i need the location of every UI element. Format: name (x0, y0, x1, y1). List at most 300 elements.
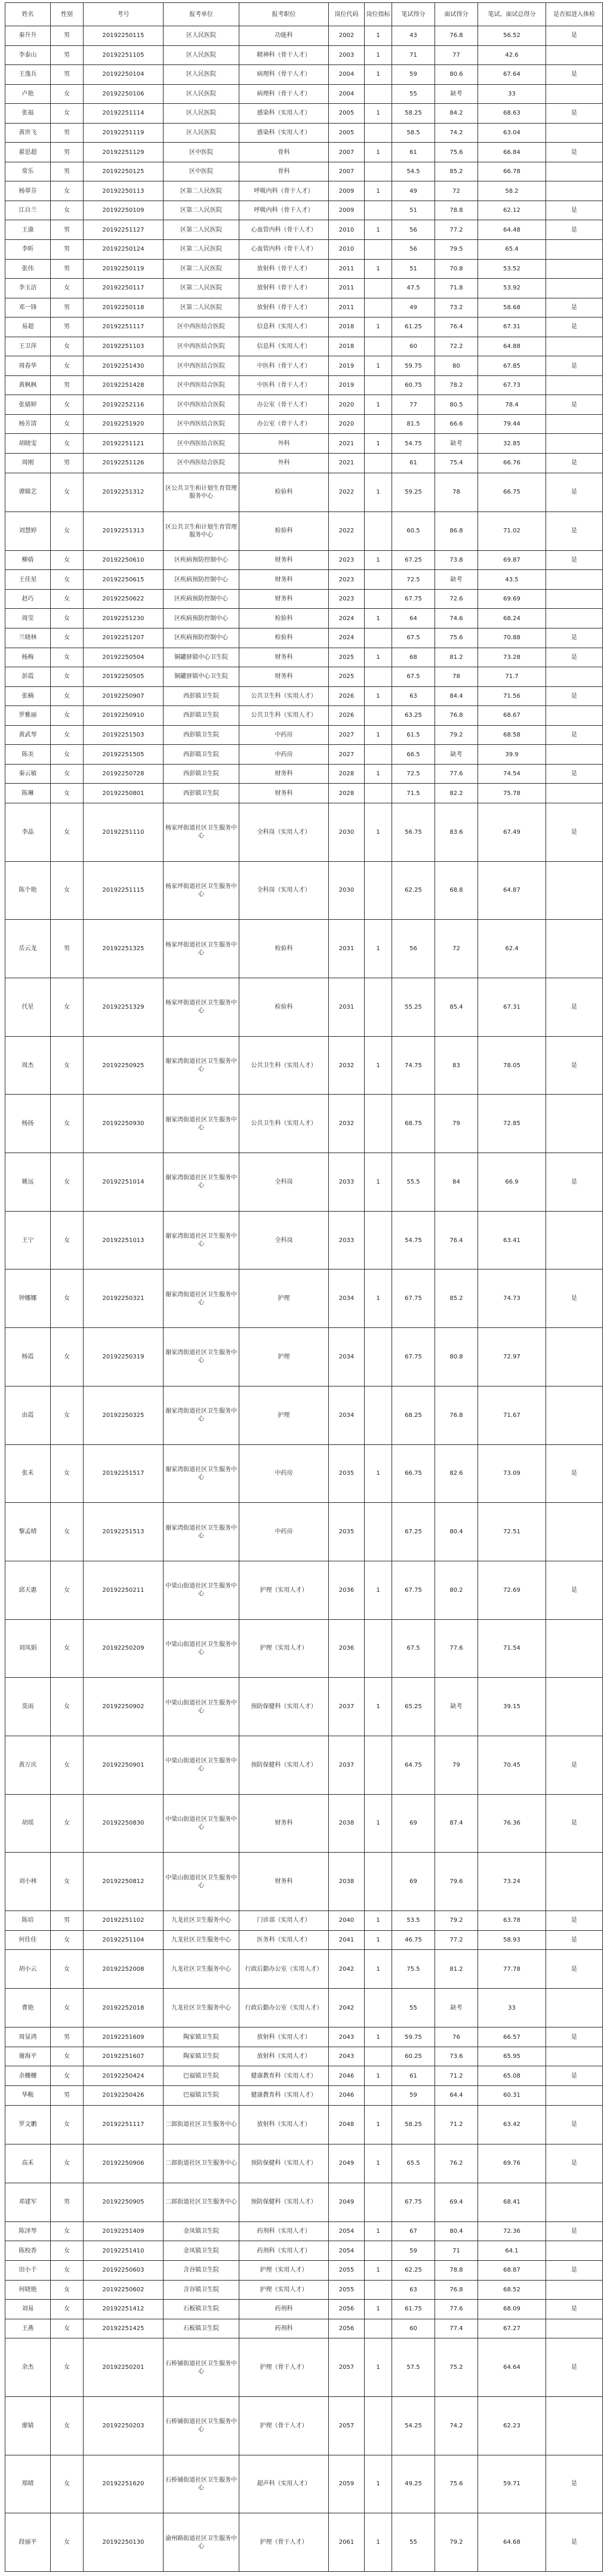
cell-written-score: 55 (392, 2513, 435, 2572)
cell-exam-id: 20192250325 (84, 1386, 164, 1444)
cell-name: 秦云敏 (5, 764, 51, 784)
cell-post: 外科 (239, 434, 329, 454)
cell-exam-id: 20192250610 (84, 550, 164, 570)
cell-exam-id: 20192252008 (84, 1950, 164, 1989)
cell-sex: 女 (51, 2221, 84, 2241)
cell-unit: 区中医院 (164, 162, 239, 181)
table-row (5, 1503, 603, 1561)
cell-unit: 谢家湾街道社区卫生服务中心 (164, 1444, 239, 1503)
table-row (5, 473, 603, 511)
cell-total-score: 67.31 (478, 318, 546, 337)
cell-physical-exam (546, 181, 603, 201)
cell-written-score: 67.75 (392, 1269, 435, 1328)
cell-exam-id: 20192250201 (84, 2338, 164, 2397)
cell-total-score: 58.68 (478, 298, 546, 318)
cell-written-score: 69 (392, 1794, 435, 1853)
cell-post: 中药房 (239, 1444, 329, 1503)
cell-interview-score: 73.2 (435, 298, 478, 318)
cell-unit: 区人民医院 (164, 65, 239, 85)
cell-sex: 女 (51, 414, 84, 434)
cell-unit: 谢家湾街道社区卫生服务中心 (164, 1269, 239, 1328)
cell-sex: 女 (51, 648, 84, 667)
table-row (5, 454, 603, 473)
cell-written-score: 56 (392, 220, 435, 240)
cell-post: 药剂科（实用人才） (239, 2241, 329, 2261)
cell-written-score: 61.25 (392, 318, 435, 337)
cell-unit: 石桥铺街道社区卫生服务中心 (164, 2338, 239, 2397)
cell-post-code: 2018 (329, 318, 365, 337)
cell-unit: 二郎街道社区卫生服务中心 (164, 2183, 239, 2221)
table-row (5, 2261, 603, 2281)
cell-name: 岳云龙 (5, 920, 51, 978)
cell-total-score: 67.31 (478, 978, 546, 1037)
cell-quota (365, 745, 392, 765)
cell-post-code: 2024 (329, 609, 365, 628)
cell-interview-score: 74.6 (435, 609, 478, 628)
cell-post: 财务科 (239, 570, 329, 590)
cell-interview-score: 80.5 (435, 395, 478, 415)
cell-exam-id: 20192250925 (84, 1036, 164, 1095)
cell-post-code: 2010 (329, 240, 365, 260)
cell-sex: 女 (51, 628, 84, 648)
table-row (5, 1328, 603, 1386)
cell-quota: 1 (365, 1930, 392, 1950)
cell-quota: 1 (365, 2261, 392, 2281)
cell-post: 检验科 (239, 628, 329, 648)
cell-interview-score: 83.6 (435, 803, 478, 861)
cell-exam-id: 20192250125 (84, 162, 164, 181)
cell-sex: 女 (51, 609, 84, 628)
cell-sex: 女 (51, 764, 84, 784)
cell-total-score: 73.09 (478, 1444, 546, 1503)
cell-exam-id: 20192251104 (84, 1930, 164, 1950)
table-row (5, 1269, 603, 1328)
header-quota: 岗位指标 (365, 3, 392, 26)
cell-quota: 1 (365, 356, 392, 376)
cell-post-code: 2005 (329, 104, 365, 124)
table-row (5, 162, 603, 181)
cell-total-score: 53.52 (478, 259, 546, 279)
cell-post-code: 2056 (329, 2319, 365, 2338)
cell-total-score: 68.58 (478, 725, 546, 745)
cell-post-code: 2003 (329, 45, 365, 65)
cell-total-score: 68.63 (478, 104, 546, 124)
table-row (5, 298, 603, 318)
cell-name: 张婧婷 (5, 395, 51, 415)
cell-post-code: 2057 (329, 2396, 365, 2455)
cell-unit: 渝州路街道社区卫生服务中心 (164, 2513, 239, 2572)
cell-physical-exam (546, 123, 603, 143)
cell-exam-id: 20192250910 (84, 706, 164, 726)
cell-physical-exam (546, 784, 603, 803)
cell-sex: 女 (51, 1794, 84, 1853)
cell-total-score: 58.2 (478, 181, 546, 201)
cell-total-score: 65.4 (478, 240, 546, 260)
cell-written-score: 67.75 (392, 2183, 435, 2221)
cell-exam-id: 20192251102 (84, 1911, 164, 1931)
cell-name: 卢艳 (5, 84, 51, 104)
cell-sex: 女 (51, 784, 84, 803)
cell-post-code: 2023 (329, 589, 365, 609)
cell-unit: 石桥铺街道社区卫生服务中心 (164, 2455, 239, 2513)
table-row (5, 356, 603, 376)
cell-unit: 九龙社区卫生服务中心 (164, 1930, 239, 1950)
cell-exam-id: 20192251129 (84, 143, 164, 162)
cell-quota (365, 337, 392, 356)
cell-name: 王康 (5, 220, 51, 240)
cell-exam-id: 20192251114 (84, 104, 164, 124)
cell-sex: 女 (51, 570, 84, 590)
table-row (5, 2144, 603, 2183)
cell-post: 病理科（骨干人才） (239, 65, 329, 85)
cell-unit: 谢家湾街道社区卫生服务中心 (164, 1386, 239, 1444)
cell-exam-id: 20192250504 (84, 648, 164, 667)
cell-name: 段丽平 (5, 2513, 51, 2572)
cell-post: 精神科（骨干人才） (239, 45, 329, 65)
cell-total-score: 73.28 (478, 648, 546, 667)
cell-quota (365, 1989, 392, 2027)
cell-quota: 1 (365, 1911, 392, 1931)
cell-exam-id: 20192251607 (84, 2047, 164, 2066)
cell-total-score: 67.73 (478, 375, 546, 395)
cell-interview-score: 79.2 (435, 1911, 478, 1931)
cell-exam-id: 20192251410 (84, 2241, 164, 2261)
cell-quota: 1 (365, 1678, 392, 1736)
cell-written-score: 59.75 (392, 356, 435, 376)
cell-unit: 西彭镇卫生院 (164, 725, 239, 745)
cell-quota: 1 (365, 1950, 392, 1989)
cell-physical-exam: 是 (546, 201, 603, 220)
cell-physical-exam: 是 (546, 1444, 603, 1503)
table-row (5, 2280, 603, 2300)
cell-unit: 金凤镇卫生院 (164, 2241, 239, 2261)
table-row (5, 201, 603, 220)
cell-post: 放射科（骨干人才） (239, 259, 329, 279)
cell-physical-exam: 是 (546, 978, 603, 1037)
cell-quota: 1 (365, 1036, 392, 1095)
cell-total-score: 67.49 (478, 803, 546, 861)
cell-unit: 区人民医院 (164, 123, 239, 143)
cell-quota (365, 2319, 392, 2338)
table-row (5, 2105, 603, 2144)
cell-sex: 女 (51, 803, 84, 861)
cell-exam-id: 20192251117 (84, 318, 164, 337)
cell-written-score: 55.25 (392, 978, 435, 1037)
cell-interview-score: 75.4 (435, 454, 478, 473)
cell-exam-id: 20192251920 (84, 414, 164, 434)
cell-physical-exam (546, 2085, 603, 2105)
cell-physical-exam: 是 (546, 725, 603, 745)
cell-physical-exam: 是 (546, 26, 603, 46)
cell-post-code: 2025 (329, 667, 365, 687)
cell-physical-exam: 是 (546, 1794, 603, 1853)
cell-total-score: 79.44 (478, 414, 546, 434)
cell-post: 中医科（骨干人才） (239, 356, 329, 376)
cell-post-code: 2027 (329, 725, 365, 745)
cell-post: 病理科（骨干人才） (239, 84, 329, 104)
cell-exam-id: 20192251425 (84, 2319, 164, 2338)
cell-name: 邱天惠 (5, 1561, 51, 1619)
cell-post-code: 2018 (329, 337, 365, 356)
cell-name: 杨霞 (5, 1328, 51, 1386)
cell-physical-exam: 是 (546, 454, 603, 473)
cell-quota: 1 (365, 259, 392, 279)
cell-interview-score: 76.8 (435, 26, 478, 46)
cell-written-score: 59 (392, 65, 435, 85)
cell-exam-id: 20192251105 (84, 45, 164, 65)
cell-physical-exam: 是 (546, 2455, 603, 2513)
table-row (5, 745, 603, 765)
cell-post-code: 2021 (329, 454, 365, 473)
cell-written-score: 58.25 (392, 104, 435, 124)
cell-unit: 含谷镇卫生院 (164, 2280, 239, 2300)
cell-interview-score: 79 (435, 1736, 478, 1794)
cell-quota: 1 (365, 434, 392, 454)
cell-post-code: 2005 (329, 123, 365, 143)
cell-post-code: 2022 (329, 511, 365, 550)
cell-interview-score: 76.8 (435, 1386, 478, 1444)
cell-unit: 区公共卫生和计划生育管理服务中心 (164, 511, 239, 550)
cell-interview-score: 71 (435, 2241, 478, 2261)
cell-quota: 1 (365, 2221, 392, 2241)
table-row (5, 2396, 603, 2455)
cell-total-score: 64.64 (478, 2338, 546, 2397)
cell-name: 张福 (5, 104, 51, 124)
cell-total-score: 74.54 (478, 764, 546, 784)
cell-written-score: 55 (392, 84, 435, 104)
cell-written-score: 56.75 (392, 803, 435, 861)
cell-sex: 女 (51, 667, 84, 687)
cell-physical-exam (546, 2396, 603, 2455)
table-row (5, 570, 603, 590)
cell-quota (365, 375, 392, 395)
cell-name: 彭霞 (5, 667, 51, 687)
cell-name: 高禾 (5, 2144, 51, 2183)
cell-quota (365, 570, 392, 590)
cell-interview-score: 缺考 (435, 570, 478, 590)
cell-total-score: 67.27 (478, 2319, 546, 2338)
cell-name: 李泰山 (5, 45, 51, 65)
cell-exam-id: 20192250115 (84, 26, 164, 46)
cell-post-code: 2036 (329, 1619, 365, 1678)
cell-physical-exam (546, 1853, 603, 1911)
cell-post: 财务科 (239, 648, 329, 667)
cell-post-code: 2010 (329, 220, 365, 240)
cell-exam-id: 20192250113 (84, 181, 164, 201)
cell-name: 刘凤娟 (5, 1619, 51, 1678)
table-row (5, 920, 603, 978)
cell-physical-exam: 是 (546, 2221, 603, 2241)
cell-post-code: 2034 (329, 1269, 365, 1328)
cell-interview-score: 81.2 (435, 648, 478, 667)
cell-physical-exam (546, 2047, 603, 2066)
cell-written-score: 59 (392, 2085, 435, 2105)
header-sex: 性别 (51, 3, 84, 26)
table-row (5, 1386, 603, 1444)
cell-post-code: 2049 (329, 2183, 365, 2221)
cell-post-code: 2004 (329, 84, 365, 104)
cell-sex: 女 (51, 84, 84, 104)
cell-written-score: 71 (392, 45, 435, 65)
cell-total-score: 59.71 (478, 2455, 546, 2513)
cell-exam-id: 20192251412 (84, 2300, 164, 2319)
cell-physical-exam: 是 (546, 1153, 603, 1212)
cell-total-score: 39.9 (478, 745, 546, 765)
cell-total-score: 53.92 (478, 279, 546, 298)
cell-unit: 区疾病预防控制中心 (164, 609, 239, 628)
cell-physical-exam: 是 (546, 104, 603, 124)
cell-post: 门诊部（实用人才） (239, 1911, 329, 1931)
cell-sex: 男 (51, 375, 84, 395)
cell-unit: 铜罐驿镇中心卫生院 (164, 648, 239, 667)
cell-sex: 男 (51, 318, 84, 337)
cell-post: 财务科 (239, 550, 329, 570)
cell-post-code: 2033 (329, 1153, 365, 1212)
table-row (5, 550, 603, 570)
cell-exam-id: 20192251013 (84, 1211, 164, 1269)
cell-total-score: 33 (478, 84, 546, 104)
cell-unit: 九龙社区卫生服务中心 (164, 1950, 239, 1989)
cell-unit: 谢家湾街道社区卫生服务中心 (164, 1328, 239, 1386)
cell-physical-exam (546, 2280, 603, 2300)
cell-post: 放射科（实用人才） (239, 2027, 329, 2047)
table-row (5, 1911, 603, 1931)
cell-interview-score: 80.4 (435, 2221, 478, 2241)
cell-written-score: 56 (392, 240, 435, 260)
cell-name: 黄世飞 (5, 123, 51, 143)
cell-quota: 1 (365, 1153, 392, 1212)
cell-post: 药剂科（实用人才） (239, 2221, 329, 2241)
cell-unit: 巴福镇卫生院 (164, 2066, 239, 2086)
cell-exam-id: 20192251230 (84, 609, 164, 628)
cell-name: 易超 (5, 318, 51, 337)
cell-quota (365, 240, 392, 260)
cell-quota: 1 (365, 2066, 392, 2086)
cell-sex: 男 (51, 2183, 84, 2221)
cell-post-code: 2037 (329, 1736, 365, 1794)
cell-total-score: 68.87 (478, 2261, 546, 2281)
cell-physical-exam: 是 (546, 473, 603, 511)
cell-sex: 女 (51, 1930, 84, 1950)
cell-interview-score: 66.6 (435, 414, 478, 434)
cell-physical-exam (546, 1619, 603, 1678)
table-row (5, 104, 603, 124)
cell-written-score: 63 (392, 686, 435, 706)
cell-unit: 区第二人民医院 (164, 279, 239, 298)
table-row (5, 2319, 603, 2338)
cell-post-code: 2020 (329, 414, 365, 434)
table-row (5, 220, 603, 240)
cell-written-score: 60.75 (392, 375, 435, 395)
cell-sex: 女 (51, 2338, 84, 2397)
cell-quota (365, 279, 392, 298)
cell-written-score: 67.75 (392, 1561, 435, 1619)
table-row (5, 434, 603, 454)
cell-physical-exam: 是 (546, 1950, 603, 1989)
cell-exam-id: 20192252116 (84, 395, 164, 415)
cell-physical-exam: 是 (546, 2144, 603, 2183)
cell-quota (365, 706, 392, 726)
cell-interview-score: 85.2 (435, 1269, 478, 1328)
cell-interview-score: 78.8 (435, 2261, 478, 2281)
cell-exam-id: 20192250901 (84, 1736, 164, 1794)
cell-post: 全科岗（实用人才） (239, 803, 329, 861)
cell-physical-exam (546, 667, 603, 687)
table-row (5, 240, 603, 260)
cell-total-score: 72.69 (478, 1561, 546, 1619)
cell-unit: 杨家坪街道社区卫生服务中心 (164, 978, 239, 1037)
cell-quota (365, 201, 392, 220)
cell-written-score: 54.5 (392, 162, 435, 181)
cell-written-score: 74.75 (392, 1036, 435, 1095)
cell-total-score: 64.88 (478, 337, 546, 356)
table-row (5, 2455, 603, 2513)
cell-interview-score: 缺考 (435, 745, 478, 765)
cell-name: 张禾 (5, 1444, 51, 1503)
cell-unit: 中梁山街道社区卫生服务中心 (164, 1794, 239, 1853)
table-row (5, 2027, 603, 2047)
cell-exam-id: 20192250209 (84, 1619, 164, 1678)
cell-written-score: 58.25 (392, 2105, 435, 2144)
cell-physical-exam (546, 1328, 603, 1386)
cell-physical-exam: 是 (546, 2066, 603, 2086)
cell-post: 心血管内科（骨干人才） (239, 240, 329, 260)
cell-exam-id: 20192250124 (84, 240, 164, 260)
cell-sex: 女 (51, 1853, 84, 1911)
cell-unit: 区中西医结合医院 (164, 434, 239, 454)
cell-post-code: 2023 (329, 570, 365, 590)
cell-quota: 1 (365, 143, 392, 162)
cell-name: 柳倩 (5, 550, 51, 570)
cell-quota: 1 (365, 318, 392, 337)
cell-unit: 铜罐驿镇中心卫生院 (164, 667, 239, 687)
cell-name: 张楠 (5, 686, 51, 706)
cell-interview-score: 72 (435, 181, 478, 201)
cell-total-score: 69.87 (478, 550, 546, 570)
header-physical-exam: 是否拟进入体检 (546, 3, 603, 26)
table-row (5, 725, 603, 745)
cell-exam-id: 20192251505 (84, 745, 164, 765)
table-row (5, 1950, 603, 1989)
table-row (5, 667, 603, 687)
cell-sex: 男 (51, 143, 84, 162)
cell-total-score: 72.97 (478, 1328, 546, 1386)
table-row (5, 2338, 603, 2397)
cell-interview-score: 77.4 (435, 2319, 478, 2338)
cell-unit: 区第二人民医院 (164, 298, 239, 318)
cell-post-code: 2043 (329, 2027, 365, 2047)
cell-quota (365, 978, 392, 1037)
cell-sex: 女 (51, 2319, 84, 2338)
cell-post: 检验科 (239, 978, 329, 1037)
cell-exam-id: 20192251609 (84, 2027, 164, 2047)
cell-sex: 女 (51, 279, 84, 298)
cell-exam-id: 20192250622 (84, 589, 164, 609)
cell-name: 郑晴 (5, 2455, 51, 2513)
table-row (5, 337, 603, 356)
cell-interview-score: 80.4 (435, 1503, 478, 1561)
cell-post: 检验科 (239, 920, 329, 978)
cell-written-score: 67.75 (392, 1328, 435, 1386)
cell-name: 谭嫦艺 (5, 473, 51, 511)
cell-written-score: 56 (392, 920, 435, 978)
cell-post: 预防保健科（实用人才） (239, 1736, 329, 1794)
cell-total-score: 63.41 (478, 1211, 546, 1269)
cell-written-score: 67.5 (392, 1619, 435, 1678)
cell-post: 中药房 (239, 745, 329, 765)
cell-post-code: 2032 (329, 1036, 365, 1095)
cell-total-score: 64.68 (478, 2513, 546, 2572)
